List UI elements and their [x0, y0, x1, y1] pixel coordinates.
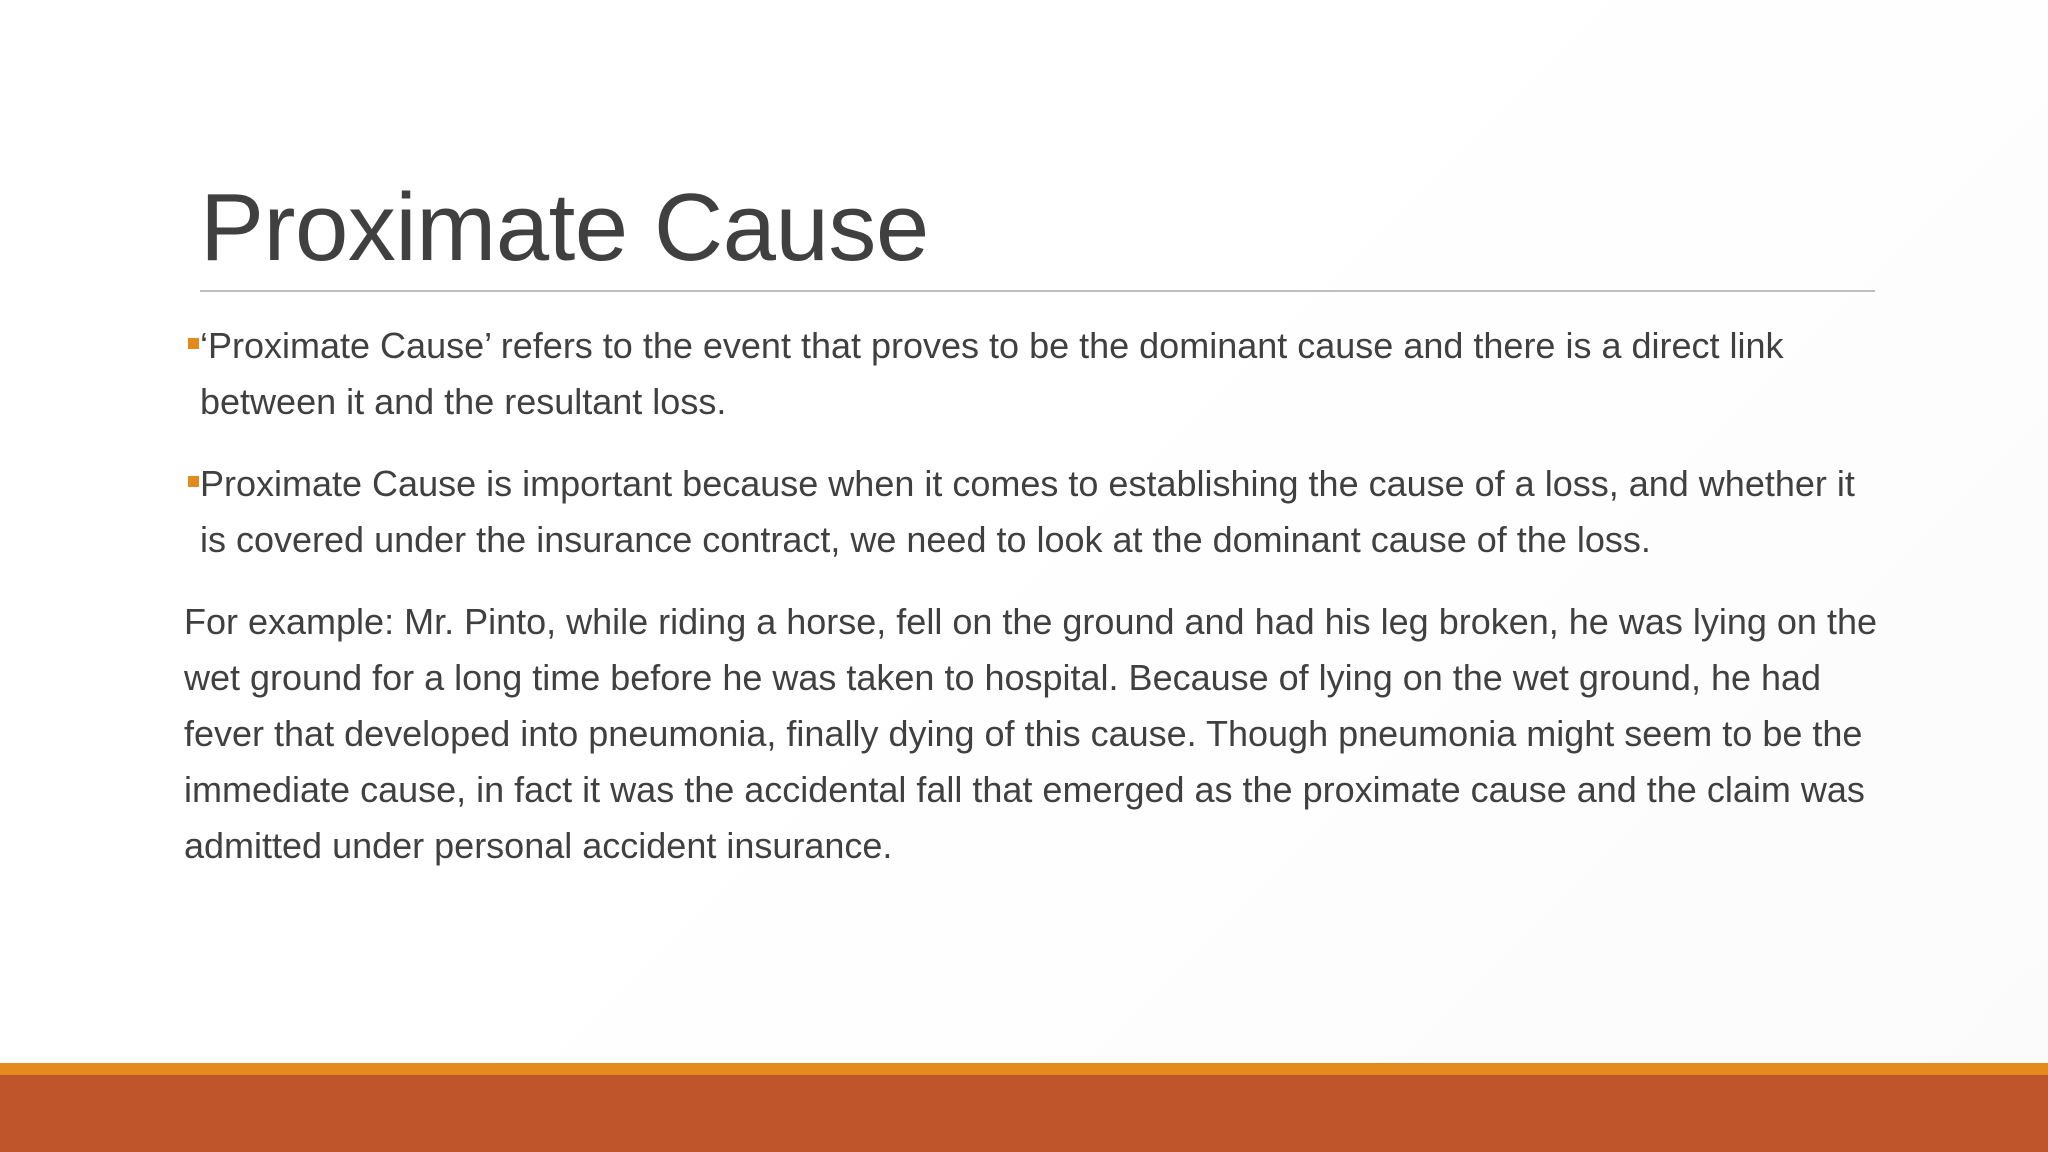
slide-title: Proximate Cause: [200, 174, 929, 281]
bullet-text-1: ‘Proximate Cause’ refers to the event that proves to be the dominant cause and there is a direct link between it and the resultant loss.: [200, 325, 1784, 422]
slide-body: [184, 318, 1884, 874]
example-paragraph: For example: Mr. Pinto, while riding a horse, fell on the ground and had his leg broken, he was lying on the wet ground for a long time before he was taken to hospital. Because of lying on the wet ground, he had fever that developed into pneumonia, finally dying of this cause. Though pneumonia might seem to be the immediate cause, in fact it was the accidental fall that emerged as the proximate cause and the claim was admitted under personal accident insurance.: [184, 601, 1877, 866]
title-divider: [200, 290, 1875, 292]
square-bullet-icon: [188, 476, 199, 487]
footer-accent-bar: [0, 1063, 2048, 1075]
footer-bar: [0, 1075, 2048, 1152]
bullet-item-1: [184, 318, 1884, 430]
square-bullet-icon: [188, 338, 199, 349]
bullet-item-2: [184, 456, 1884, 568]
bullet-text-2: Proximate Cause is important because when it comes to establishing the cause of a loss, and whether it is covered under the insurance contract, we need to look at the dominant cause of the loss.: [200, 463, 1855, 560]
